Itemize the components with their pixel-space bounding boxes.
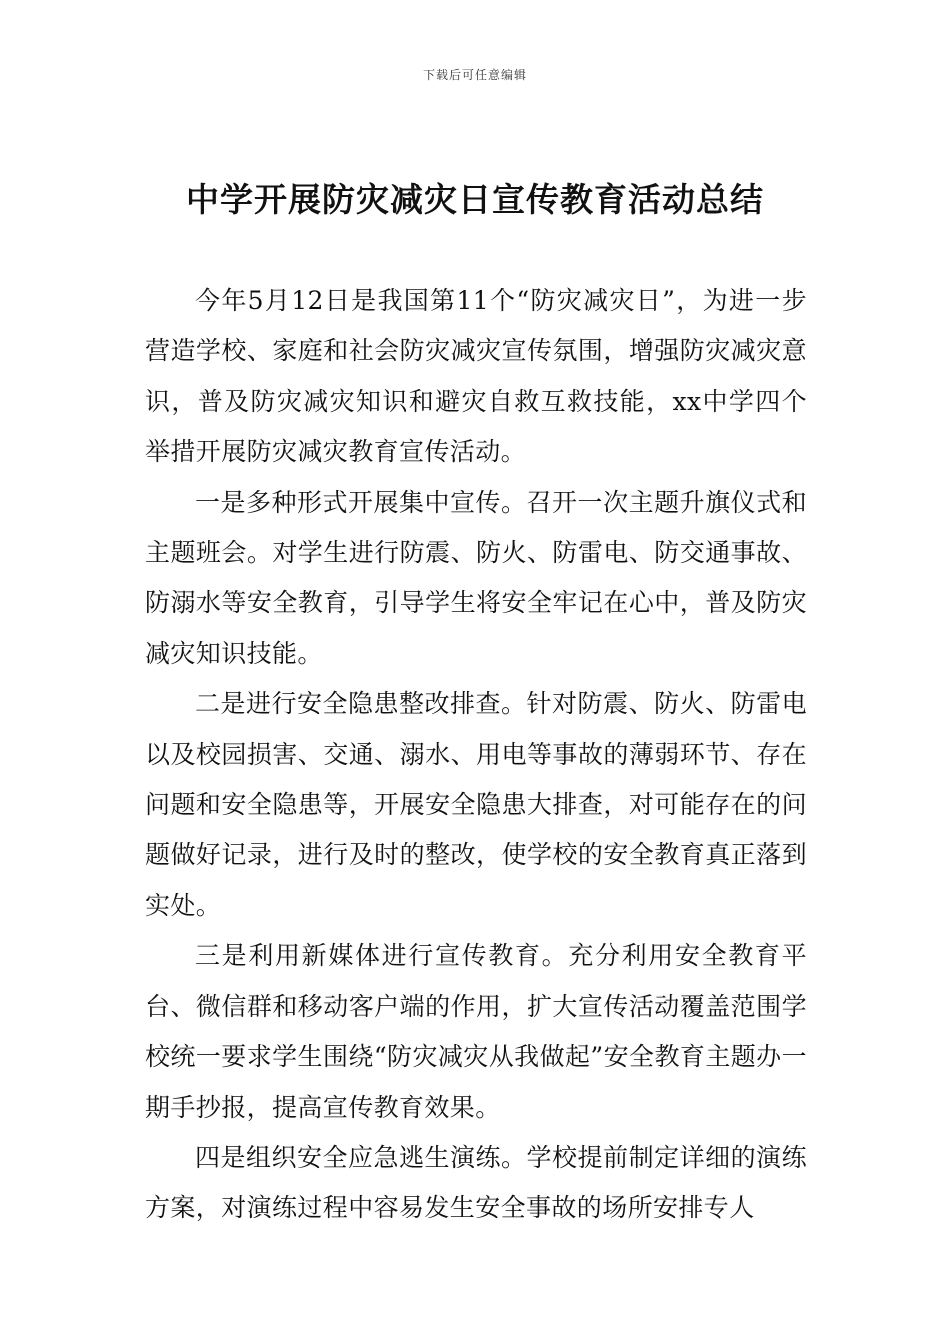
paragraph-measure-two: 二是进行安全隐患整改排查。针对防震、防火、防雷电以及校园损害、交通、溺水、用电等事故的薄弱环节、存在问题和安全隐患等，开展安全隐患大排查，对可能存在的问题做好记录，进行及时的整改，使学校的安全教育真正落到实处。 (145, 689, 807, 920)
document-body (145, 276, 807, 1234)
header-note: 下载后可任意编辑 (422, 68, 527, 82)
paragraph-measure-four: 四是组织安全应急逃生演练。学校提前制定详细的演练方案，对演练过程中容易发生安全事故的场所安排专人 (145, 1142, 807, 1223)
paragraph-intro: 今年5月12日是我国第11个“防灾减灾日”，为进一步营造学校、家庭和社会防灾减灾宣传氛围，增强防灾减灾意识，普及防灾减灾知识和避灾自救互救技能，xx中学四个举措开展防灾减灾教育宣传活动。 (145, 286, 807, 467)
paragraph-measure-one: 一是多种形式开展集中宣传。召开一次主题升旗仪式和主题班会。对学生进行防震、防火、防雷电、防交通事故、防溺水等安全教育，引导学生将安全牢记在心中，普及防灾减灾知识技能。 (145, 487, 807, 668)
paragraph-measure-three: 三是利用新媒体进行宣传教育。充分利用安全教育平台、微信群和移动客户端的作用，扩大宣传活动覆盖范围学校统一要求学生围绕“防灾减灾从我做起”安全教育主题办一期手抄报，提高宣传教育效果。 (145, 941, 807, 1122)
document-title: 中学开展防灾减灾日宣传教育活动总结 (186, 180, 764, 219)
